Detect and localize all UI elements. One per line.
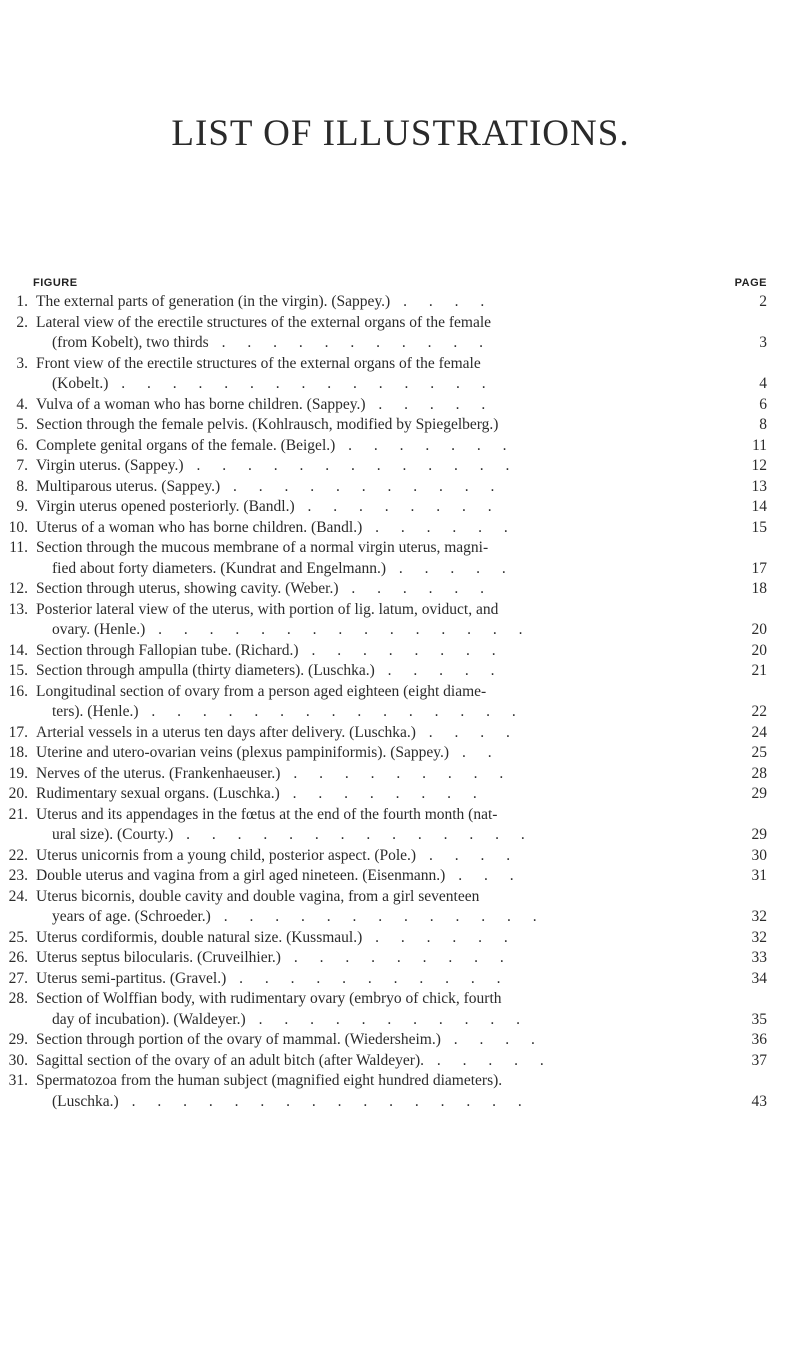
- page-number: 32: [747, 928, 767, 949]
- list-item: [0, 969, 801, 990]
- list-item: [0, 948, 801, 969]
- list-item: [0, 579, 801, 600]
- figure-caption-line: [36, 477, 755, 498]
- figure-number: 6.: [16, 436, 28, 454]
- figure-number: 27.: [8, 969, 28, 987]
- figure-caption-text: Virgin uterus opened posteriorly. (Bandl.): [36, 498, 295, 515]
- figure-number: 20.: [8, 785, 28, 802]
- figure-caption-line: [36, 784, 755, 805]
- figure-number: 5.: [16, 416, 28, 433]
- figure-caption-line: [36, 682, 755, 703]
- figure-caption-line: [36, 723, 755, 744]
- figure-caption-line: [36, 887, 755, 908]
- figure-caption-text: Arterial vessels in a uterus ten days after delivery. (Luschka.): [36, 723, 416, 741]
- dot-leader: . .: [449, 744, 501, 761]
- figure-caption-text: Nerves of the uterus. (Frankenhaeuser.): [36, 764, 281, 782]
- figure-caption-text: Uterine and utero-ovarian veins (plexus pampiniformis). (Sappey.): [36, 744, 450, 761]
- page-number: 14: [747, 497, 767, 518]
- page-number: 17: [747, 559, 767, 580]
- figure-caption-line: [36, 1030, 755, 1051]
- figure-caption-line: [36, 969, 755, 990]
- figure-number: 10.: [8, 518, 28, 536]
- page-number: 33: [747, 948, 767, 969]
- figure-caption-text: Section through uterus, showing cavity. (Weber.): [36, 580, 339, 597]
- figure-caption-text: Complete genital organs of the female. (Beigel.): [36, 436, 336, 454]
- list-item: [0, 497, 801, 518]
- list-item: [0, 313, 801, 354]
- figure-caption-line: [36, 661, 755, 682]
- list-item: [0, 805, 801, 846]
- dot-leader: . . . . . .: [338, 580, 494, 597]
- figure-number: 24.: [8, 887, 28, 905]
- figure-number: 2.: [16, 313, 28, 331]
- figure-caption-line: [52, 1092, 755, 1113]
- figure-caption-text: (Luschka.): [52, 1092, 119, 1110]
- list-item: [0, 743, 801, 764]
- list-item: [0, 866, 801, 887]
- figure-caption-text: (from Kobelt), two thirds: [52, 334, 209, 351]
- figure-number: 21.: [8, 805, 28, 823]
- figure-caption-text: Uterus cordiformis, double natural size. (Kussmaul.): [36, 928, 363, 946]
- list-item: [0, 477, 801, 498]
- figure-caption-line: [36, 1071, 755, 1092]
- dot-leader: . . . .: [416, 846, 520, 864]
- dot-leader: . . . . . . . .: [298, 641, 505, 659]
- figure-caption-text: fied about forty diameters. (Kundrat and Engelmann.): [52, 559, 386, 577]
- dot-leader: . . . . .: [423, 1051, 553, 1069]
- dot-leader: . . . . . .: [362, 928, 517, 946]
- figure-caption-text: Lateral view of the erectile structures of the external organs of the female: [36, 313, 492, 331]
- dot-leader: . . . . . . . . . . .: [208, 334, 492, 351]
- figure-caption-line: [36, 743, 755, 764]
- list-item: [0, 518, 801, 539]
- page-number: 21: [747, 661, 767, 682]
- figure-number: 11.: [9, 539, 28, 556]
- figure-number: 12.: [8, 580, 28, 597]
- figure-caption-line: [36, 497, 755, 518]
- figure-number: 19.: [8, 764, 28, 782]
- list-item: [0, 395, 801, 416]
- page-number: 8: [747, 415, 767, 436]
- figure-caption-text: Uterus and its appendages in the fœtus at the end of the fourth month (nat-: [36, 805, 498, 823]
- figure-caption-line: [52, 620, 755, 641]
- figure-caption-text: (Kobelt.): [52, 375, 109, 392]
- figure-caption-text: Section through Fallopian tube. (Richard.): [36, 641, 299, 659]
- page-number: 34: [747, 969, 767, 990]
- figure-number: 18.: [8, 744, 28, 761]
- list-item: [0, 928, 801, 949]
- list-item: [0, 600, 801, 641]
- list-item: [0, 641, 801, 662]
- dot-leader: . . . . . . . . . . . . . .: [173, 826, 534, 843]
- figure-caption-line: [36, 538, 755, 559]
- dot-leader: . . . .: [440, 1031, 544, 1048]
- figure-caption-line: [36, 928, 755, 949]
- page-number: 12: [747, 456, 767, 477]
- figure-caption-text: Posterior lateral view of the uterus, with portion of lig. latum, oviduct, and: [36, 600, 499, 618]
- figure-caption-line: [52, 1010, 755, 1031]
- figure-caption-line: [52, 825, 755, 846]
- figure-caption-line: [36, 948, 755, 969]
- figure-caption-line: [36, 641, 755, 662]
- figure-caption-line: [36, 292, 755, 313]
- figure-caption-text: Vulva of a woman who has borne children. (Sappey.): [36, 395, 366, 413]
- page-number: 31: [747, 866, 767, 887]
- page-number: 3: [747, 333, 767, 354]
- list-item: [0, 354, 801, 395]
- figure-number: 3.: [16, 354, 28, 372]
- list-item: [0, 1071, 801, 1112]
- list-item: [0, 1030, 801, 1051]
- figure-number: 28.: [8, 990, 28, 1007]
- list-item: [0, 784, 801, 805]
- page-number: 36: [747, 1030, 767, 1051]
- page-number: 29: [747, 825, 767, 846]
- dot-leader: . . . . .: [365, 395, 495, 413]
- figure-number: 8.: [16, 477, 28, 495]
- figure-number: 15.: [8, 662, 28, 679]
- page-number: 20: [747, 620, 767, 641]
- figure-caption-line: [36, 805, 755, 826]
- figure-caption-text: Longitudinal section of ovary from a person aged eighteen (eight diame-: [36, 682, 487, 700]
- figure-caption-text: Front view of the erectile structures of the external organs of the female: [36, 354, 481, 372]
- figure-caption-line: [36, 764, 755, 785]
- figure-caption-text: Multiparous uterus. (Sappey.): [36, 477, 221, 495]
- dot-leader: . . . . .: [386, 559, 515, 577]
- page-number: 4: [747, 374, 767, 395]
- page-number: 24: [747, 723, 767, 744]
- figure-caption-text: Section through portion of the ovary of mammal. (Wiedersheim.): [36, 1031, 441, 1048]
- dot-leader: . . . . . . . . . . . . . . .: [108, 375, 495, 392]
- dot-leader: . . . . . . . . . . . . .: [183, 457, 519, 474]
- list-item: [0, 436, 801, 457]
- page-number: 2: [747, 292, 767, 313]
- dot-leader: . . . . . . . . . . .: [245, 1010, 529, 1028]
- figure-caption-line: [36, 395, 755, 416]
- figure-caption-text: Sagittal section of the ovary of an adult bitch (after Waldeyer).: [36, 1051, 424, 1069]
- page-number: 20: [747, 641, 767, 662]
- figure-number: 13.: [8, 600, 28, 618]
- dot-leader: . . . .: [415, 723, 519, 741]
- figure-caption-text: Uterus unicornis from a young child, posterior aspect. (Pole.): [36, 846, 417, 864]
- figure-caption-line: [36, 354, 755, 375]
- page-number: 28: [747, 764, 767, 785]
- figure-number: 31.: [8, 1072, 28, 1089]
- figure-number: 29.: [8, 1031, 28, 1048]
- illustration-list: [0, 292, 801, 1112]
- figure-caption-line: [52, 374, 755, 395]
- page-number: 15: [747, 518, 767, 539]
- dot-leader: . . . . . . . . . . . . . . . .: [118, 1092, 531, 1110]
- figure-caption-text: Section through the female pelvis. (Kohlrausch, modified by Spiegelberg.): [36, 416, 499, 433]
- page-number: 25: [747, 743, 767, 764]
- figure-number: 9.: [16, 498, 28, 515]
- page-number: 29: [747, 784, 767, 805]
- figure-number: 4.: [16, 395, 28, 413]
- list-item: [0, 887, 801, 928]
- list-item: [0, 1051, 801, 1072]
- figure-number: 23.: [8, 867, 28, 884]
- figure-caption-line: [36, 518, 755, 539]
- figure-caption-text: day of incubation). (Waldeyer.): [52, 1010, 246, 1028]
- dot-leader: . . . . . . . . . . .: [220, 477, 504, 495]
- figure-number: 14.: [8, 641, 28, 659]
- figure-caption-text: Section through ampulla (thirty diameters). (Luschka.): [36, 662, 375, 679]
- list-item: [0, 292, 801, 313]
- figure-number: 16.: [8, 682, 28, 700]
- figure-caption-line: [52, 333, 755, 354]
- page-number: 32: [747, 907, 767, 928]
- figure-caption-text: Section through the mucous membrane of a normal virgin uterus, magni-: [36, 539, 489, 556]
- figure-caption-text: Uterus semi-partitus. (Gravel.): [36, 969, 227, 987]
- figure-number: 7.: [16, 457, 28, 474]
- figure-caption-text: ters). (Henle.): [52, 703, 139, 720]
- list-item: [0, 415, 801, 436]
- figure-caption-line: [36, 313, 755, 334]
- figure-caption-line: [36, 415, 755, 436]
- page-title: LIST OF ILLUSTRATIONS.: [171, 113, 630, 154]
- figure-caption-text: Uterus of a woman who has borne children. (Bandl.): [36, 518, 363, 536]
- page-number: 37: [747, 1051, 767, 1072]
- list-item: [0, 661, 801, 682]
- dot-leader: . . . . . . . . . . . . . . .: [138, 703, 525, 720]
- dot-leader: . . . . . . . . . . .: [226, 969, 510, 987]
- list-item: [0, 989, 801, 1030]
- dot-leader: . . . . .: [374, 662, 504, 679]
- list-item: [0, 846, 801, 867]
- page-number: 13: [747, 477, 767, 498]
- figure-caption-text: ovary. (Henle.): [52, 621, 146, 638]
- page-number: 6: [747, 395, 767, 416]
- dot-leader: . . . . . . . .: [294, 498, 501, 515]
- figure-caption-text: Spermatozoa from the human subject (magnified eight hundred diameters).: [36, 1072, 503, 1089]
- figure-caption-line: [36, 1051, 755, 1072]
- figure-caption-text: Uterus septus bilocularis. (Cruveilhier.): [36, 949, 281, 966]
- page-number: 22: [747, 702, 767, 723]
- figure-caption-text: Rudimentary sexual organs. (Luschka.): [36, 785, 280, 802]
- page-number: 11: [747, 436, 767, 457]
- figure-number: 26.: [8, 949, 28, 966]
- dot-leader: . . . . . . . . .: [280, 949, 513, 966]
- figure-caption-text: Uterus bicornis, double cavity and double vagina, from a girl seventeen: [36, 887, 480, 905]
- figure-number: 30.: [8, 1051, 28, 1069]
- figure-number: 25.: [8, 928, 28, 946]
- list-item: [0, 682, 801, 723]
- figure-caption-line: [52, 702, 755, 723]
- figure-caption-line: [36, 436, 755, 457]
- figure-caption-text: years of age. (Schroeder.): [52, 908, 211, 925]
- list-item: [0, 723, 801, 744]
- figure-caption-line: [36, 989, 755, 1010]
- dot-leader: . . . . . . . . . . . . . . .: [145, 621, 532, 638]
- figure-number: 22.: [8, 846, 28, 864]
- figure-caption-text: ural size). (Courty.): [52, 826, 174, 843]
- figure-caption-line: [36, 600, 755, 621]
- figure-column-header: FIGURE: [33, 277, 78, 289]
- page-column-header: PAGE: [734, 277, 767, 289]
- page-number: 30: [747, 846, 767, 867]
- dot-leader: . . .: [445, 867, 523, 884]
- list-item: [0, 538, 801, 579]
- figure-caption-text: Virgin uterus. (Sappey.): [36, 457, 184, 474]
- figure-caption-line: [36, 866, 755, 887]
- figure-caption-text: Double uterus and vagina from a girl aged nineteen. (Eisenmann.): [36, 867, 446, 884]
- figure-caption-line: [52, 907, 755, 928]
- page-number: 35: [747, 1010, 767, 1031]
- figure-caption-line: [36, 579, 755, 600]
- figure-number: 1.: [16, 293, 28, 310]
- dot-leader: . . . .: [390, 293, 494, 310]
- figure-number: 17.: [8, 723, 28, 741]
- list-item: [0, 764, 801, 785]
- page-number: 43: [747, 1092, 767, 1113]
- figure-caption-line: [52, 559, 755, 580]
- figure-caption-text: Section of Wolffian body, with rudimentary ovary (embryo of chick, fourth: [36, 990, 502, 1007]
- list-item: [0, 456, 801, 477]
- figure-caption-line: [36, 456, 755, 477]
- figure-caption-text: The external parts of generation (in the virgin). (Sappey.): [36, 293, 391, 310]
- page-number: 18: [747, 579, 767, 600]
- dot-leader: . . . . . . . . .: [280, 764, 513, 782]
- dot-leader: . . . . . .: [362, 518, 517, 536]
- dot-leader: . . . . . . . .: [279, 785, 486, 802]
- dot-leader: . . . . . . . . . . . . .: [210, 908, 546, 925]
- dot-leader: . . . . . . .: [335, 436, 516, 454]
- figure-caption-line: [36, 846, 755, 867]
